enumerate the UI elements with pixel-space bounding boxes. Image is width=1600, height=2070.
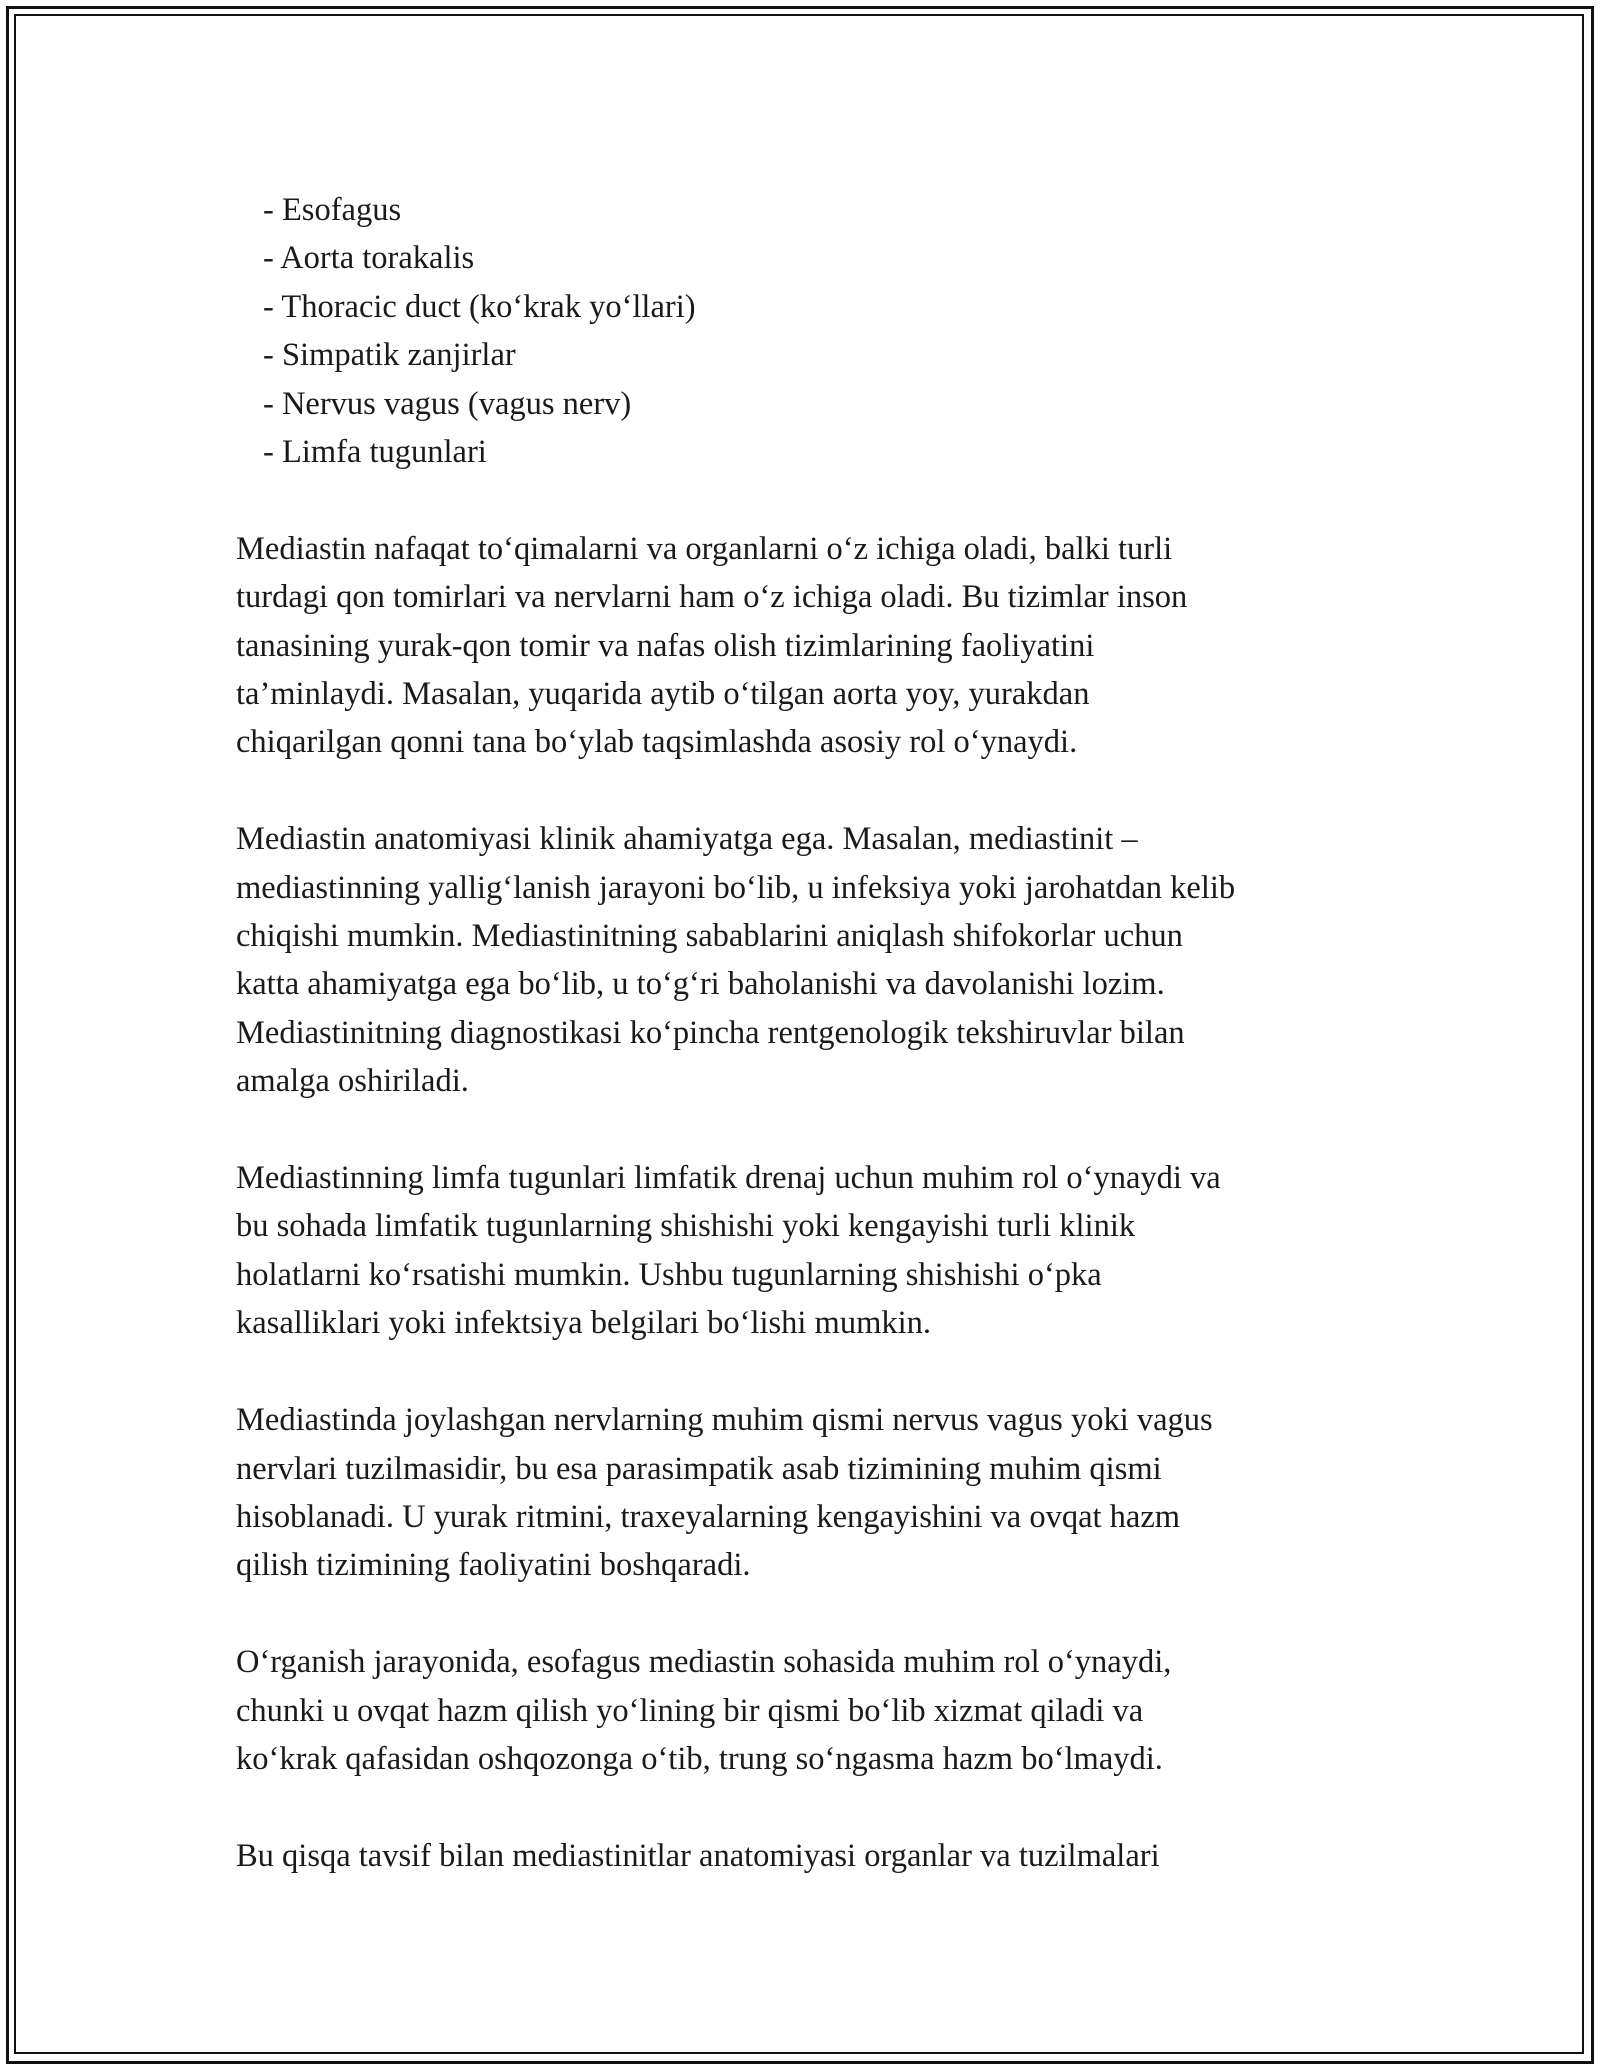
text-line: holatlarni ko‘rsatishi mumkin. Ushbu tugunlarning shishishi o‘pka <box>236 1256 1102 1293</box>
paragraph-lymph-nodes <box>236 1154 1376 1348</box>
list-item: - Esofagus <box>263 192 402 228</box>
text-line: Mediastinitning diagnostikasi ko‘pincha rentgenologik tekshiruvlar bilan <box>236 1014 1185 1051</box>
document-body <box>236 186 1376 1880</box>
text-line: kasalliklari yoki infektsiya belgilari bo‘lishi mumkin. <box>236 1305 932 1342</box>
text-line: Bu qisqa tavsif bilan mediastinitlar anatomiyasi organlar va tuzilmalari <box>236 1837 1160 1874</box>
text-line: chiqarilgan qonni tana bo‘ylab taqsimlashda asosiy rol o‘ynaydi. <box>236 724 1078 761</box>
paragraph-esophagus <box>236 1638 1376 1783</box>
list-item: - Limfa tugunlari <box>263 434 487 471</box>
structure-list <box>236 186 1376 476</box>
text-line: turdagi qon tomirlari va nervlarni ham o‘z ichiga oladi. Bu tizimlar inson <box>236 579 1188 616</box>
text-line: Mediastinda joylashgan nervlarning muhim qismi nervus vagus yoki vagus <box>236 1402 1213 1439</box>
text-line: Mediastin nafaqat to‘qimalarni va organlarni o‘z ichiga oladi, balki turli <box>236 530 1173 567</box>
text-line: Mediastinning limfa tugunlari limfatik drenaj uchun muhim rol o‘ynaydi va <box>236 1160 1221 1197</box>
text-line: chiqishi mumkin. Mediastinitning sabablarini aniqlash shifokorlar uchun <box>236 918 1183 955</box>
text-line: mediastinning yallig‘lanish jarayoni bo‘lib, u infeksiya yoki jarohatdan kelib <box>236 869 1236 906</box>
paragraph-summary <box>236 1832 1376 1880</box>
list-item: - Thoracic duct (ko‘krak yo‘llari) <box>263 288 696 325</box>
text-line: O‘rganish jarayonida, esofagus mediastin sohasida muhim rol o‘ynaydi, <box>236 1644 1172 1681</box>
text-line: qilish tizimining faoliyatini boshqaradi. <box>236 1547 751 1584</box>
text-line: amalga oshiriladi. <box>236 1063 469 1100</box>
text-line: katta ahamiyatga ega bo‘lib, u to‘g‘ri baholanishi va davolanishi lozim. <box>236 966 1165 1003</box>
text-line: ko‘krak qafasidan oshqozonga o‘tib, trung so‘ngasma hazm bo‘lmaydi. <box>236 1740 1163 1777</box>
list-item: - Nervus vagus (vagus nerv) <box>263 385 632 422</box>
list-item: - Aorta torakalis <box>263 240 475 277</box>
text-line: hisoblanadi. U yurak ritmini, traxeyalarning kengayishini va ovqat hazm <box>236 1498 1181 1535</box>
text-line: nervlari tuzilmasidir, bu esa parasimpatik asab tizimining muhim qismi <box>236 1450 1162 1487</box>
text-line: bu sohada limfatik tugunlarning shishishi yoki kengayishi turli klinik <box>236 1208 1136 1245</box>
text-line: tanasining yurak-qon tomir va nafas olish tizimlarining faoliyatini <box>236 627 1095 664</box>
list-item: - Simpatik zanjirlar <box>263 337 516 374</box>
text-line: ta’minlaydi. Masalan, yuqarida aytib o‘tilgan aorta yoy, yurakdan <box>236 676 1090 713</box>
paragraph-vessels-nerves <box>236 525 1376 767</box>
text-line: Mediastin anatomiyasi klinik ahamiyatga ega. Masalan, mediastinit – <box>236 821 1138 858</box>
paragraph-clinical-significance <box>236 815 1376 1105</box>
text-line: chunki u ovqat hazm qilish yo‘lining bir qismi bo‘lib xizmat qiladi va <box>236 1692 1144 1729</box>
paragraph-vagus-nerve <box>236 1396 1376 1590</box>
